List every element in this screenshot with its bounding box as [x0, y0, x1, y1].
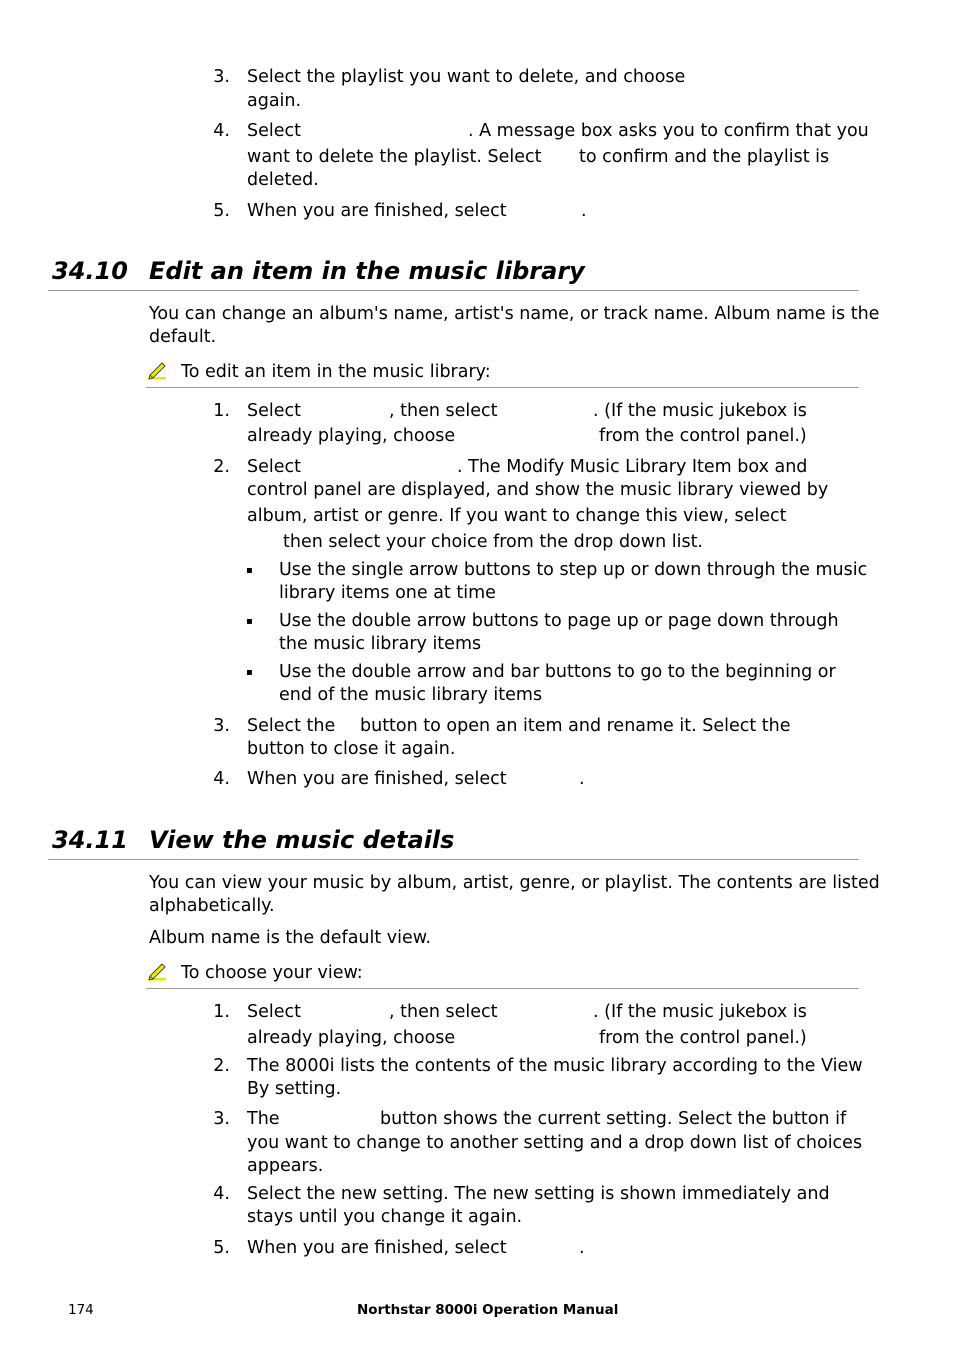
- bullet-text: Use the single arrow buttons to step up or down through the music: [279, 560, 868, 580]
- step-text: want to delete the playlist. Select: [247, 147, 542, 167]
- procedure-rule: [146, 988, 859, 989]
- step-text: already playing, choose: [247, 426, 456, 446]
- intro-text: You can view your music by album, artist, genre, or playlist. The contents are listed: [149, 873, 880, 893]
- step-number: 2.: [213, 1056, 230, 1076]
- section-rule: [48, 290, 859, 291]
- step-text: , then select: [389, 1002, 498, 1022]
- section-number: 34.10: [52, 257, 128, 285]
- step-text: . (If the music jukebox is: [593, 1002, 807, 1022]
- page-number: 174: [68, 1302, 94, 1318]
- section-number: 34.11: [52, 826, 128, 854]
- step-number: 4.: [213, 769, 230, 789]
- step-number: 2.: [213, 457, 230, 477]
- step-text: to confirm and the playlist is: [579, 147, 830, 167]
- bullet-text: the music library items: [279, 634, 482, 654]
- procedure-label: To edit an item in the music library:: [181, 362, 491, 382]
- step-text: . A message box asks you to confirm that you: [468, 121, 869, 141]
- step-text: again.: [247, 91, 302, 111]
- step-text: button to close it again.: [247, 739, 456, 759]
- step-text: .: [579, 769, 585, 789]
- bullet-text: library items one at time: [279, 583, 496, 603]
- step-text: By setting.: [247, 1079, 342, 1099]
- step-text: Select: [247, 457, 301, 477]
- section-title: View the music details: [149, 826, 455, 854]
- step-text: , then select: [389, 401, 498, 421]
- bullet-text: Use the double arrow buttons to page up or page down through: [279, 611, 839, 631]
- step-text: from the control panel.): [599, 1028, 807, 1048]
- bullet-marker: ▪: [246, 667, 253, 678]
- manual-title: Northstar 8000i Operation Manual: [357, 1302, 619, 1318]
- bullet-text: Use the double arrow and bar buttons to go to the beginning or: [279, 662, 836, 682]
- step-text: . The Modify Music Library Item box and: [457, 457, 808, 477]
- step-number: 1.: [213, 401, 230, 421]
- step-text: The: [247, 1109, 280, 1129]
- step-text: control panel are displayed, and show the music library viewed by: [247, 480, 829, 500]
- intro-text: alphabetically.: [149, 896, 275, 916]
- step-text: then select your choice from the drop down list.: [283, 532, 703, 552]
- step-number: 4.: [213, 121, 230, 141]
- step-text: When you are finished, select: [247, 201, 507, 221]
- step-number: 3.: [213, 67, 230, 87]
- pencil-icon: [147, 362, 167, 380]
- step-text: button to open an item and rename it. Select the: [360, 716, 791, 736]
- step-text: already playing, choose: [247, 1028, 456, 1048]
- section-title: Edit an item in the music library: [149, 257, 585, 285]
- intro-text: Album name is the default view.: [149, 928, 432, 948]
- step-text: . (If the music jukebox is: [593, 401, 807, 421]
- intro-text: default.: [149, 327, 217, 347]
- step-text: appears.: [247, 1156, 324, 1176]
- step-text: The 8000i lists the contents of the music library according to the View: [247, 1056, 863, 1076]
- step-text: .: [579, 1238, 585, 1258]
- step-text: you want to change to another setting and a drop down list of choices: [247, 1133, 863, 1153]
- step-text: Select: [247, 121, 301, 141]
- section-rule: [48, 859, 859, 860]
- step-number: 5.: [213, 201, 230, 221]
- step-text: deleted.: [247, 170, 319, 190]
- step-number: 3.: [213, 1109, 230, 1129]
- step-text: stays until you change it again.: [247, 1207, 523, 1227]
- step-number: 3.: [213, 716, 230, 736]
- pencil-icon: [147, 963, 167, 981]
- step-text: Select: [247, 1002, 301, 1022]
- bullet-text: end of the music library items: [279, 685, 543, 705]
- step-text: When you are finished, select: [247, 769, 507, 789]
- step-text: album, artist or genre. If you want to change this view, select: [247, 506, 787, 526]
- step-number: 1.: [213, 1002, 230, 1022]
- step-number: 5.: [213, 1238, 230, 1258]
- step-number: 4.: [213, 1184, 230, 1204]
- bullet-marker: ▪: [246, 616, 253, 627]
- step-text: Select the playlist you want to delete, and choose: [247, 67, 686, 87]
- step-text: .: [581, 201, 587, 221]
- step-text: Select the new setting. The new setting is shown immediately and: [247, 1184, 830, 1204]
- step-text: from the control panel.): [599, 426, 807, 446]
- bullet-marker: ▪: [246, 565, 253, 576]
- step-text: When you are finished, select: [247, 1238, 507, 1258]
- step-text: button shows the current setting. Select the button if: [380, 1109, 847, 1129]
- procedure-label: To choose your view:: [181, 963, 363, 983]
- procedure-rule: [146, 387, 859, 388]
- step-text: Select the: [247, 716, 336, 736]
- step-text: Select: [247, 401, 301, 421]
- intro-text: You can change an album's name, artist's name, or track name. Album name is the: [149, 304, 880, 324]
